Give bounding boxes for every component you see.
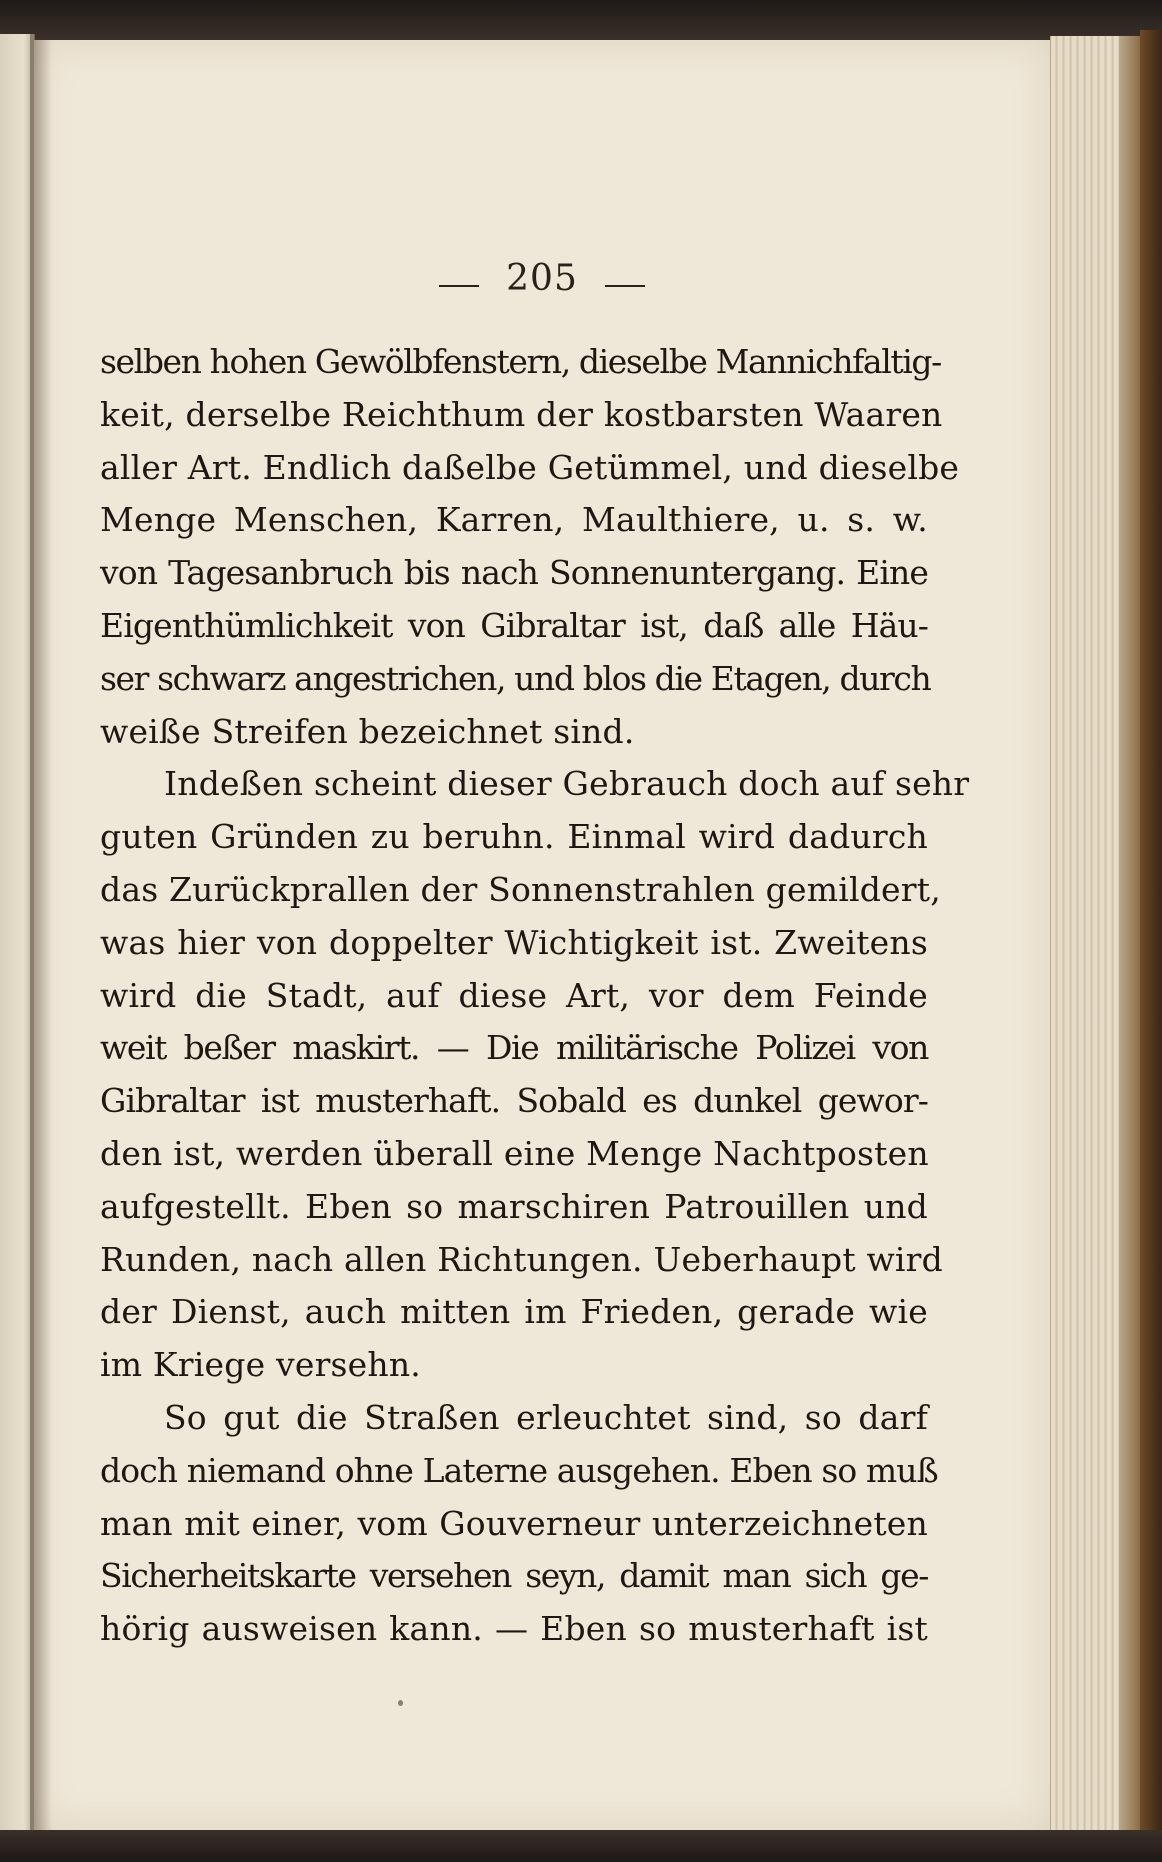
text-line: das Zurückprallen der Sonnenstrahlen gemildert, (100, 869, 941, 909)
text-line: Runden, nach allen Richtungen. Ueberhaupt wird (100, 1239, 943, 1279)
text-line: Sicherheitskarte versehen seyn, damit man sich ge- (100, 1556, 928, 1596)
text-line: ser schwarz angestrichen, und blos die Etagen, durch (100, 658, 931, 698)
body-text (100, 336, 970, 1656)
paragraph-start-line: So gut die Straßen erleuchtet sind, so darf (164, 1397, 928, 1437)
text-line: den ist, werden überall eine Menge Nachtposten (100, 1133, 929, 1173)
text-line: keit, derselbe Reichthum der kostbarsten Waaren (100, 394, 943, 434)
text-line: Eigenthümlichkeit von Gibraltar ist, daß alle Häu- (100, 605, 928, 645)
book-page (34, 40, 1050, 1830)
text-line: weit beßer maskirt. — Die militärische Polizei von (100, 1028, 928, 1068)
text-line: der Dienst, auch mitten im Frieden, gerade wie (100, 1292, 928, 1332)
text-line: hörig ausweisen kann. — Eben so musterhaft ist (100, 1609, 928, 1649)
text-line: weiße Streifen bezeichnet sind. (100, 711, 635, 751)
paragraph-start-line: Indeßen scheint dieser Gebrauch doch auf sehr (164, 764, 970, 804)
backdrop-top (0, 0, 1162, 40)
text-line: aufgestellt. Eben so marschiren Patrouillen und (100, 1186, 928, 1226)
header-dash-right (605, 285, 645, 287)
text-line: Menge Menschen, Karren, Maulthiere, u. s. w. (100, 500, 928, 540)
book-cover-edge (1140, 30, 1162, 1862)
text-line: man mit einer, vom Gouverneur unterzeichneten (100, 1503, 928, 1543)
text-line: Gibraltar ist musterhaft. Sobald es dunkel gewor- (100, 1081, 928, 1121)
page-stack-edges (1050, 36, 1141, 1836)
header-dash-left (439, 285, 479, 287)
page-header (34, 258, 1050, 299)
text-line: selben hohen Gewölbfenstern, dieselbe Mannichfaltig- (100, 342, 941, 381)
text-line: wird die Stadt, auf diese Art, vor dem Feinde (100, 975, 928, 1015)
ink-speck (398, 1700, 403, 1706)
backdrop-bottom (0, 1830, 1162, 1862)
gutter-shadow (30, 34, 52, 1834)
text-line: aller Art. Endlich daßelbe Getümmel, und dieselbe (100, 447, 960, 487)
page-number: 205 (506, 258, 578, 299)
text-line: von Tagesanbruch bis nach Sonnenuntergang. Eine (100, 553, 928, 593)
text-line: guten Gründen zu beruhn. Einmal wird dadurch (100, 817, 928, 857)
text-line: was hier von doppelter Wichtigkeit ist. Zweitens (100, 922, 928, 962)
text-line: im Kriege versehn. (100, 1345, 421, 1385)
text-line: doch niemand ohne Laterne ausgehen. Eben so muß (100, 1450, 938, 1490)
